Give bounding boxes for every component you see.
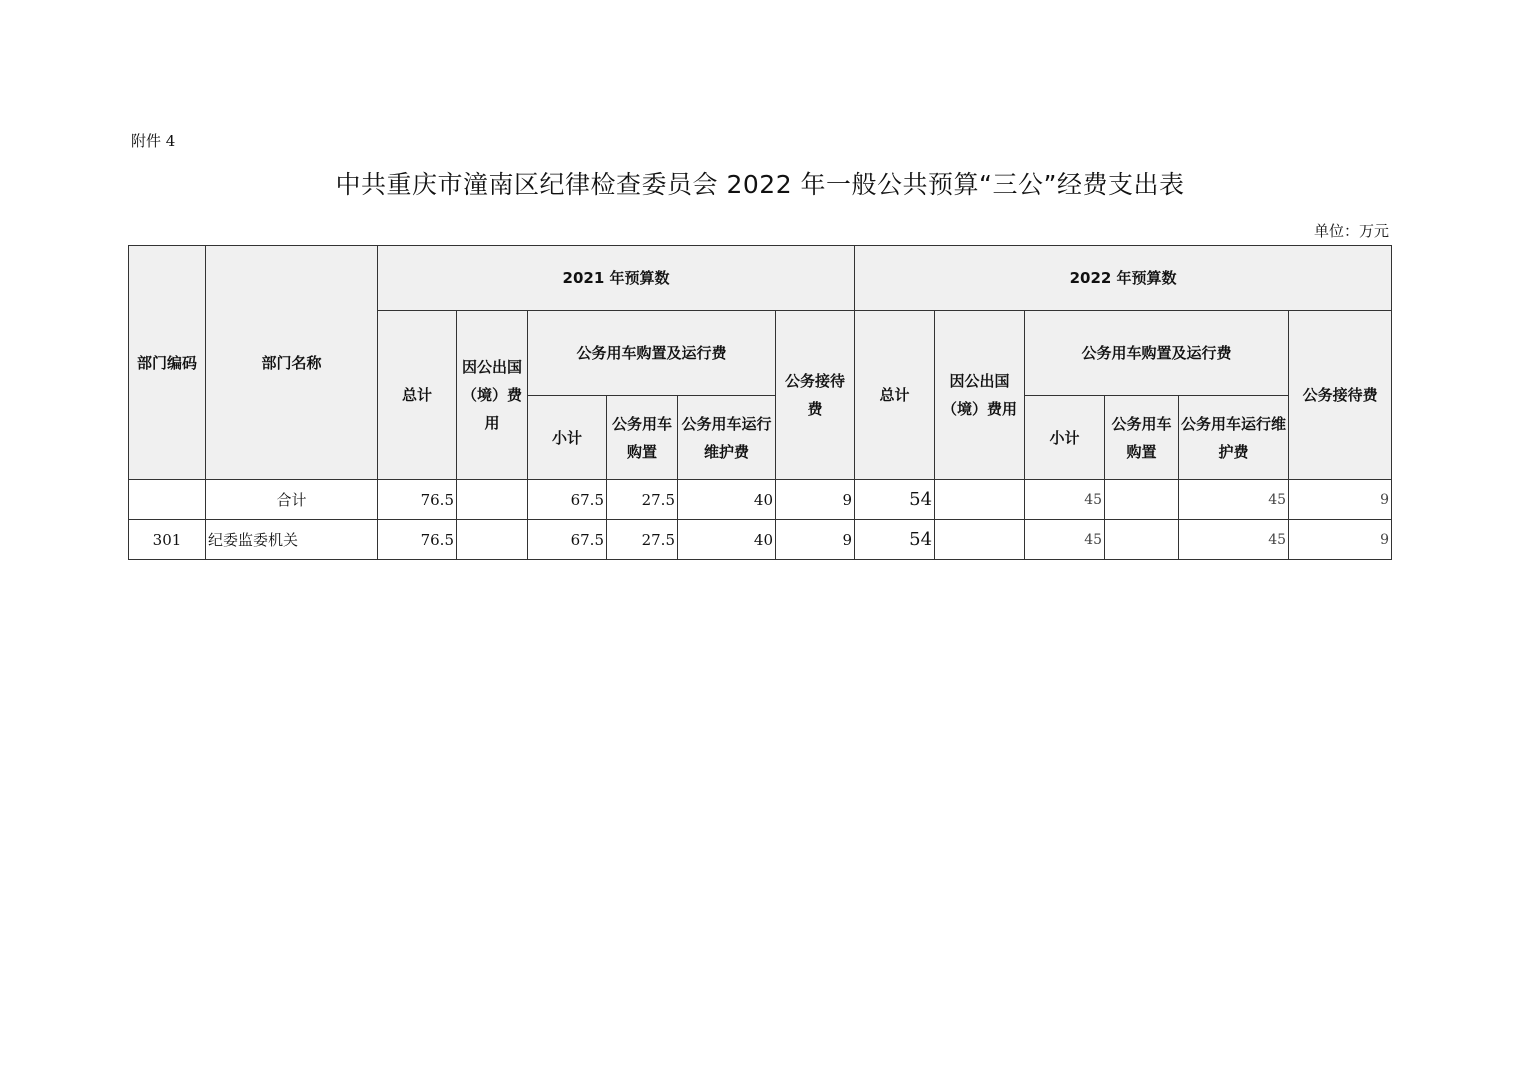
header-car-2022: 公务用车购置及运行费 [1025,311,1289,396]
cell-total-2022: 54 [855,480,935,520]
table-row-total [129,480,1392,520]
cell-reception-2022: 9 [1289,520,1392,560]
header-subtotal-2021: 小计 [528,396,607,480]
cell-car-purchase-2021: 27.5 [607,480,678,520]
header-car-maintenance-2022: 公务用车运行维护费 [1179,396,1289,480]
header-dept-name: 部门名称 [206,246,378,480]
cell-abroad-2022 [935,480,1025,520]
header-subtotal-2022: 小计 [1025,396,1105,480]
cell-car-maintenance-2022: 45 [1179,480,1289,520]
cell-subtotal-2021: 67.5 [528,480,607,520]
cell-total-2021: 76.5 [378,520,457,560]
cell-subtotal-2022: 45 [1025,480,1105,520]
header-dept-code: 部门编码 [129,246,206,480]
cell-abroad-2021 [457,480,528,520]
cell-total-2022: 54 [855,520,935,560]
cell-name: 纪委监委机关 [206,520,378,560]
cell-abroad-2022 [935,520,1025,560]
cell-total-2021: 76.5 [378,480,457,520]
header-total-2021: 总计 [378,311,457,480]
cell-code: 301 [129,520,206,560]
cell-reception-2021: 9 [776,480,855,520]
attachment-label: 附件 4 [131,132,176,150]
header-car-maintenance-2021: 公务用车运行维护费 [678,396,776,480]
header-reception-2021: 公务接待费 [776,311,855,480]
cell-abroad-2021 [457,520,528,560]
cell-reception-2021: 9 [776,520,855,560]
header-reception-2022: 公务接待费 [1289,311,1392,480]
cell-code [129,480,206,520]
table-row-dept [129,520,1392,560]
page-title: 中共重庆市潼南区纪律检查委员会 2022 年一般公共预算“三公”经费支出表 [335,170,1185,199]
budget-table [128,245,1392,560]
cell-name: 合计 [206,480,378,520]
header-car-purchase-2021: 公务用车购置 [607,396,678,480]
header-abroad-2022: 因公出国（境）费用 [935,311,1025,480]
cell-car-purchase-2022 [1105,480,1179,520]
header-abroad-2021: 因公出国（境）费用 [457,311,528,480]
cell-car-maintenance-2022: 45 [1179,520,1289,560]
header-row-years [129,246,1392,311]
header-2021: 2021 年预算数 [378,246,855,311]
cell-car-purchase-2021: 27.5 [607,520,678,560]
cell-car-purchase-2022 [1105,520,1179,560]
header-2022: 2022 年预算数 [855,246,1392,311]
header-car-purchase-2022: 公务用车购置 [1105,396,1179,480]
cell-subtotal-2021: 67.5 [528,520,607,560]
cell-reception-2022: 9 [1289,480,1392,520]
cell-subtotal-2022: 45 [1025,520,1105,560]
unit-label: 单位：万元 [1313,222,1389,240]
header-car-2021: 公务用车购置及运行费 [528,311,776,396]
cell-car-maintenance-2021: 40 [678,480,776,520]
header-total-2022: 总计 [855,311,935,480]
cell-car-maintenance-2021: 40 [678,520,776,560]
